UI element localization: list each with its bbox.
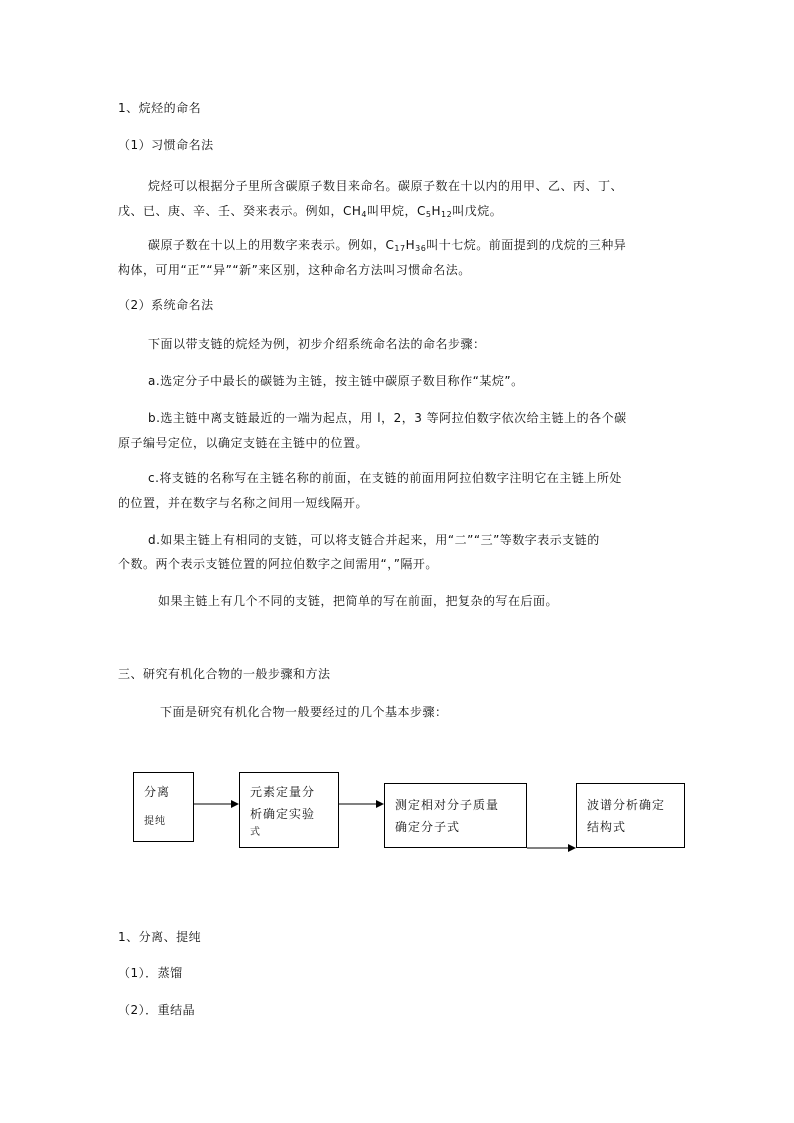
step-b-line2: 原子编号定位，以确定支链在主链中的位置。	[118, 436, 369, 450]
subscript: 4	[361, 210, 367, 219]
flow-box-label: 结构式	[587, 820, 627, 834]
flow-box-label: 式	[250, 827, 261, 838]
paragraph-line: 下面以带支链的烷烃为例，初步介绍系统命名法的命名步骤：	[148, 337, 486, 351]
flow-box-label: 波谱分析确定	[587, 798, 666, 812]
text-run: 叫十七烷。前面提到的戊烷的三种异	[426, 238, 627, 252]
step-d-line1: d.如果主链上有相同的支链，可以将支链合并起来，用“二”“三”等数字表示支链的	[148, 533, 600, 547]
list-item-recrystallization: （2）．重结晶	[118, 1003, 196, 1017]
step-c-line1: c.将支链的名称写在主链名称的前面，在支链的前面用阿拉伯数字注明它在主链上所处	[148, 471, 622, 485]
text-run: H	[405, 238, 416, 252]
subscript: 36	[415, 244, 427, 253]
subheading-systematic-naming: （2）系统命名法	[118, 298, 214, 312]
list-item-distillation: （1）．蒸馏	[118, 966, 183, 980]
paragraph-line: 下面是研究有机化合物一般要经过的几个基本步骤：	[160, 705, 448, 719]
subscript: 12	[441, 210, 453, 219]
text-run: H	[431, 204, 442, 218]
text-run: 戊、已、庚、辛、壬、癸来表示。例如，CH	[118, 204, 362, 218]
text-run: 碳原子数在十以上的用数字来表示。例如，C	[148, 238, 395, 252]
section-heading-separation: 1、分离、提纯	[118, 930, 202, 944]
subscript: 17	[394, 244, 406, 253]
flow-box-label: 测定相对分子质量	[395, 798, 500, 812]
flow-box-label: 确定分子式	[395, 820, 461, 834]
subheading-common-naming: （1）习惯命名法	[118, 138, 214, 152]
step-c-line2: 的位置，并在数字与名称之间用一短线隔开。	[118, 496, 369, 510]
step-a: a.选定分子中最长的碳链为主链，按主链中碳原子数目称作“某烷”。	[148, 374, 524, 388]
step-b-line1: b.选主链中离支链最近的一端为起点，用 l，2，3 等阿拉伯数字依次给主链上的各个碳	[148, 411, 627, 425]
section-heading-naming: 1、烷烃的命名	[118, 101, 202, 115]
paragraph-line: 如果主链上有几个不同的支链，把简单的写在前面，把复杂的写在后面。	[158, 594, 559, 608]
text-run: 叫戊烷。	[452, 204, 503, 218]
flow-box-label: 析确定实验	[250, 807, 316, 821]
paragraph-line: 烷烃可以根据分子里所含碳原子数目来命名。碳原子数在十以内的用甲、乙、丙、丁、	[148, 179, 624, 193]
paragraph-line: 构体，可用“正”“异”“新”来区别，这种命名方法叫习惯命名法。	[118, 263, 471, 277]
subscript: 5	[425, 210, 432, 219]
step-d-line2: 个数。两个表示支链位置的阿拉伯数字之间需用“，”隔开。	[118, 557, 438, 571]
flow-box-label: 元素定量分	[250, 785, 316, 799]
flow-box-label: 分离	[144, 785, 171, 799]
flow-box-sublabel: 提纯	[144, 816, 166, 827]
section-heading-research: 三、研究有机化合物的一般步骤和方法	[118, 667, 331, 681]
text-run: 叫甲烷，C	[367, 204, 426, 218]
